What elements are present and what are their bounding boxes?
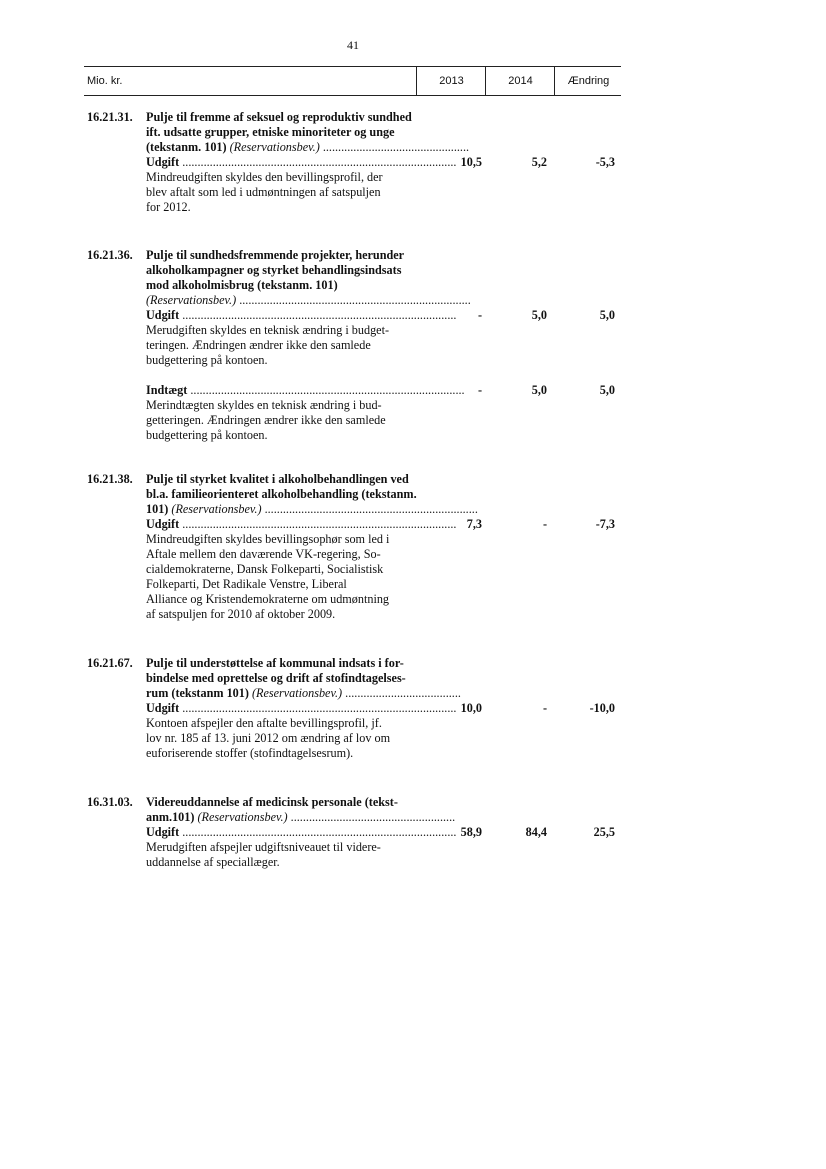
value-2013: 10,0 — [460, 701, 482, 715]
account-title: Pulje til understøttelse af kommunal indsats i for- bindelse med oprettelse og drift af stofindtagelses- rum (tekstanm 101) (Reservationsbev.) ...................................... — [146, 656, 461, 700]
value-change: -5,3 — [595, 155, 615, 169]
reservation-label: (Reservationsbev.) — [229, 140, 320, 154]
value-2014: - — [542, 517, 547, 531]
account-title: Pulje til sundhedsfremmende projekter, herunder alkoholkampagner og styrket behandlingsindsats mod alkoholmisbrug (tekstanm. 101) (Reservationsbev.) ............................................................................ — [146, 248, 471, 307]
item-row: Indtægt .......................................................................................... — [146, 383, 465, 397]
value-change: 5,0 — [599, 308, 615, 322]
account-number: 16.21.67. — [87, 656, 133, 670]
reservation-label: (Reservationsbev.) — [251, 686, 343, 700]
value-change: 5,0 — [599, 383, 615, 397]
value-change: 25,5 — [593, 825, 615, 839]
account-note: Merudgiften afspejler udgiftsniveauet til videre- uddannelse af speciallæger. — [146, 840, 381, 869]
item-row: Udgift .......................................................................................... — [146, 825, 457, 839]
value-change: -7,3 — [595, 517, 615, 531]
page-number: 41 — [347, 38, 359, 52]
value-2013: - — [477, 383, 482, 397]
table-header — [84, 66, 621, 96]
account-number: 16.31.03. — [87, 795, 133, 809]
header-2013: 2013 — [416, 67, 486, 95]
item-row: Udgift .......................................................................................... — [146, 517, 457, 531]
account-note: Merudgiften skyldes en teknisk ændring i budget- teringen. Ændringen ændrer ikke den samlede budgettering på kontoen. — [146, 323, 390, 367]
account-title: Pulje til styrket kvalitet i alkoholbehandlingen ved bl.a. familieorienteret alkoholbehandling (tekstanm. 101) (Reservationsbev.) ...................................................................... — [146, 472, 478, 516]
account-title: Pulje til fremme af seksuel og reproduktiv sundhed ift. udsatte grupper, etniske minoriteter og unge (tekstanm. 101) (Reservationsbev.) ................................................ — [146, 110, 470, 154]
value-2013: 10,5 — [460, 155, 482, 169]
account-number: 16.21.31. — [87, 110, 133, 124]
header-unit-label: Mio. kr. — [87, 75, 123, 87]
header-change: Ændring — [554, 67, 622, 95]
account-title: Videreuddannelse af medicinsk personale (tekst- anm.101) (Reservationsbev.) ...................................................... — [146, 795, 456, 824]
account-note: Mindreudgiften skyldes bevillingsophør som led i Aftale mellem den daværende VK-regering, So- cialdemokraterne, Dansk Folkeparti, Socialistisk Folkeparti, Det Radikale Venstre, Liberal Alliance og Kristendemokraterne om udmøntning af satspuljen for 2010 af oktober 2009. — [146, 532, 390, 621]
value-2013: 7,3 — [466, 517, 482, 531]
value-change: -10,0 — [589, 701, 615, 715]
reservation-label: (Reservationsbev.) — [171, 502, 262, 516]
value-2014: 84,4 — [525, 825, 547, 839]
account-number: 16.21.38. — [87, 472, 133, 486]
value-2014: 5,0 — [531, 383, 547, 397]
item-row: Udgift .......................................................................................... — [146, 155, 457, 169]
header-2014: 2014 — [485, 67, 555, 95]
value-2014: 5,2 — [531, 155, 547, 169]
account-note: Merindtægten skyldes en teknisk ændring i bud- getteringen. Ændringen ændrer ikke den samlede budgettering på kontoen. — [146, 398, 386, 442]
value-2014: - — [542, 701, 547, 715]
account-note: Kontoen afspejler den aftalte bevillingsprofil, jf. lov nr. 185 af 13. juni 2012 om ændring af lov om euforiserende stoffer (stofindtagelsesrum). — [146, 716, 391, 760]
account-note: Mindreudgiften skyldes den bevillingsprofil, der blev aftalt som led i udmøntningen af satspuljen for 2012. — [146, 170, 383, 214]
value-2013: 58,9 — [460, 825, 482, 839]
value-2014: 5,0 — [531, 308, 547, 322]
reservation-label: (Reservationsbev.) — [197, 810, 288, 824]
reservation-label: (Reservationsbev.) — [146, 293, 237, 307]
item-row: Udgift .......................................................................................... — [146, 701, 457, 715]
value-2013: - — [477, 308, 482, 322]
account-number: 16.21.36. — [87, 248, 133, 262]
item-row: Udgift .......................................................................................... — [146, 308, 457, 322]
